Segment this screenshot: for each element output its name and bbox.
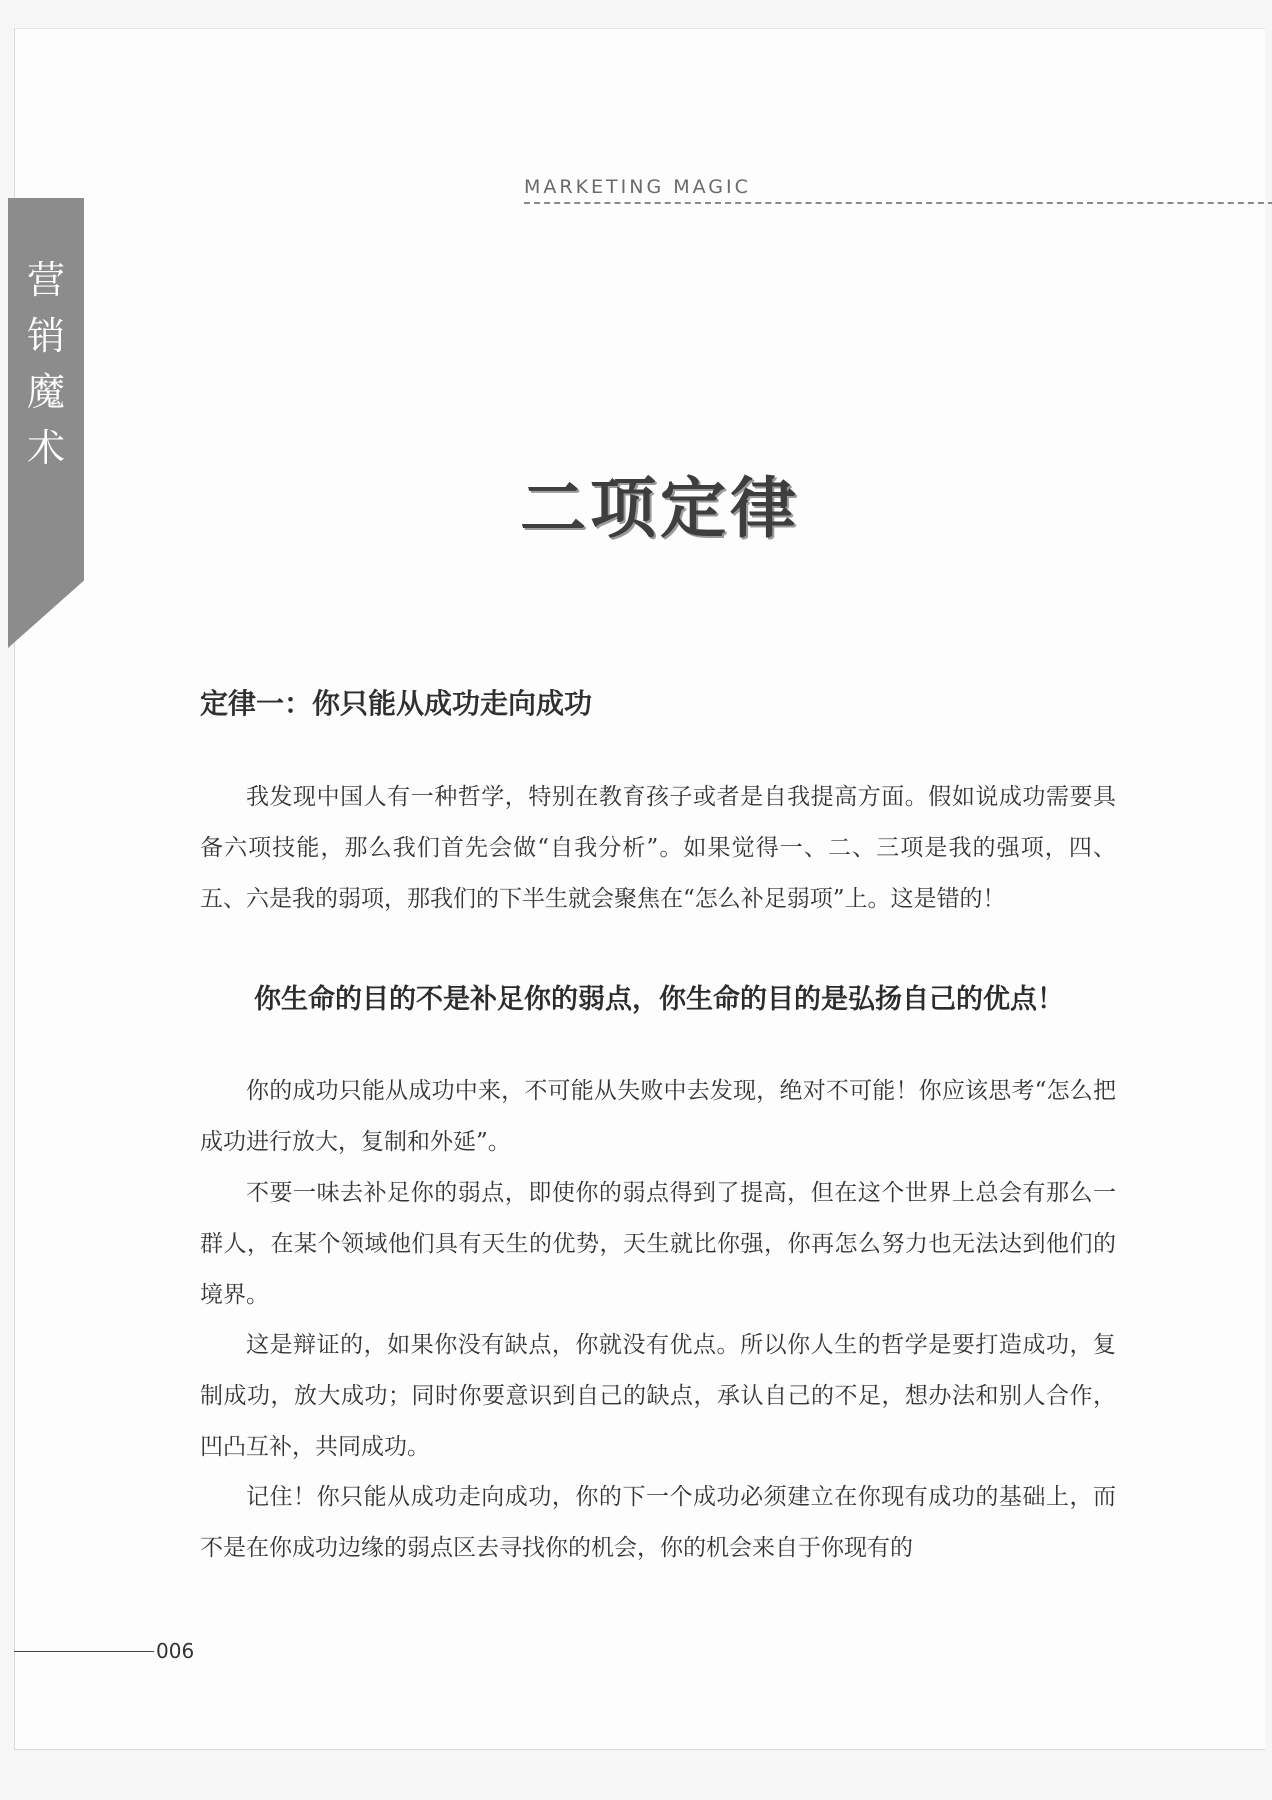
side-tab-char: 营 xyxy=(26,258,65,302)
side-tab-label xyxy=(8,258,84,470)
side-tab-char: 术 xyxy=(26,426,65,470)
running-header: MARKETING MAGIC xyxy=(524,172,1272,204)
paragraph: 你的成功只能从成功中来，不可能从失败中去发现，绝对不可能！你应该思考“怎么把成功进行放大，复制和外延”。 xyxy=(200,1078,1116,1155)
footer-rule xyxy=(14,1651,154,1652)
paragraph: 记住！你只能从成功走向成功，你的下一个成功必须建立在你现有成功的基础上，而不是在你成功边缘的弱点区去寻找你的机会，你的机会来自于你现有的 xyxy=(200,1484,1116,1561)
emphasis-paragraph: 你生命的目的不是补足你的弱点，你生命的目的是弘扬自己的优点！ xyxy=(254,984,1064,1015)
side-tab-char: 魔 xyxy=(26,370,65,414)
page-number: 006 xyxy=(156,1639,195,1663)
side-tab-char: 销 xyxy=(26,314,65,358)
paragraph: 我发现中国人有一种哲学，特别在教育孩子或者是自我提高方面。假如说成功需要具备六项技能，那么我们首先会做“自我分析”。如果觉得一、二、三项是我的强项，四、五、六是我的弱项，那我们的下半生就会聚焦在“怎么补足弱项”上。这是错的！ xyxy=(200,784,1116,912)
section-heading: 定律一：你只能从成功走向成功 xyxy=(200,687,593,720)
chapter-title: 二项定律 xyxy=(520,469,800,547)
paragraph: 不要一味去补足你的弱点，即使你的弱点得到了提高，但在这个世界上总会有那么一群人，在某个领域他们具有天生的优势，天生就比你强，你再怎么努力也无法达到他们的境界。 xyxy=(200,1180,1116,1308)
paragraph: 这是辩证的，如果你没有缺点，你就没有优点。所以你人生的哲学是要打造成功，复制成功，放大成功；同时你要意识到自己的缺点，承认自己的不足，想办法和别人合作，凹凸互补，共同成功。 xyxy=(200,1332,1116,1460)
